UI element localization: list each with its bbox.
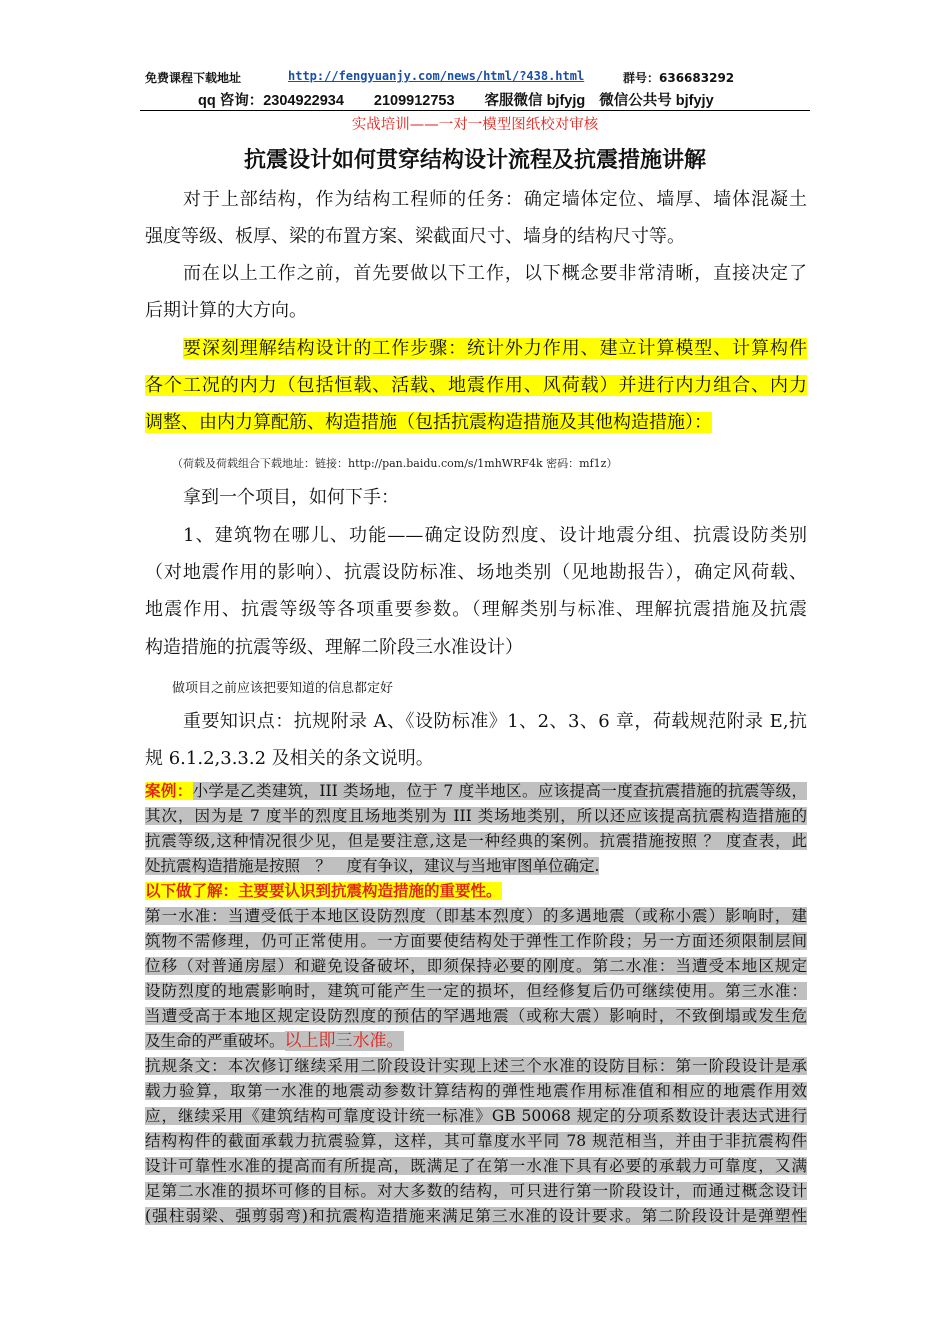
- code-line: [145, 1180, 807, 1203]
- case-label: 案例：: [145, 782, 193, 800]
- case-text: 小学是乙类建筑，III 类场地，位于 7 度半地区。应该提高一度查抗震措施的抗震等级，: [192, 782, 807, 800]
- levels-text: 第一水准：当遭受低于本地区设防烈度（即基本烈度）的多遇地震（或称小震）影响时，建: [145, 907, 807, 925]
- understand-line: [145, 880, 807, 903]
- qq-contact-2: 2109912753: [373, 93, 455, 109]
- code-text: 抗规条文：本次修订继续采用二阶段设计实现上述三个水准的设防目标：第一阶段设计是承: [145, 1057, 807, 1075]
- highlight-line: [145, 374, 807, 398]
- code-line: [145, 1055, 807, 1078]
- small-note: 做项目之前应该把要知道的信息都定好: [172, 681, 394, 696]
- group-number: 群号：636683292: [623, 71, 735, 85]
- case-line: [145, 805, 807, 828]
- code-line: [145, 1130, 807, 1153]
- project-line: （对地震作用的影响）、抗震设防标准、场地类别（见地勘报告），确定风荷载、: [145, 562, 807, 583]
- code-text: 足第二水准的损坏可修的目标。对大多数的结构，可只进行第一阶段设计，而通过概念设计: [145, 1182, 807, 1200]
- course-url-link[interactable]: http://fengyuanjy.com/news/html/?438.html: [288, 69, 585, 83]
- header-line-1: [145, 69, 807, 85]
- levels-text: 位移（对普通房屋）和避免设备破坏，即须保持必要的刚度。第二水准：当遭受本地区规定: [145, 957, 807, 975]
- levels-line: [145, 980, 807, 1003]
- knowledge-line: 重要知识点：抗规附录 A、《设防标准》1、2、3、6 章，荷载规范附录 E,抗: [183, 711, 807, 732]
- body-line: 对于上部结构，作为结构工程师的任务：确定墙体定位、墙厚、墙体混凝土: [183, 189, 807, 210]
- project-line: 拿到一个项目，如何下手：: [183, 487, 399, 508]
- page-title: 抗震设计如何贯穿结构设计流程及抗震措施讲解: [243, 148, 706, 173]
- levels-text: 及生命的严重破坏。: [145, 1032, 285, 1050]
- project-line: 1、建筑物在哪儿、功能——确定设防烈度、设计地震分组、抗震设防类别: [183, 525, 807, 546]
- case-line: [145, 830, 807, 853]
- body-line: 后期计算的大方向。: [145, 300, 307, 321]
- case-text: 抗震等级,这种情况很少见，但是要注意,这是一种经典的案例。抗震措施按照 ？ 度查表，此: [145, 832, 807, 850]
- body-line: 强度等级、板厚、梁的布置方案、梁截面尺寸、墙身的结构尺寸等。: [145, 226, 685, 247]
- code-text: 应，继续采用《建筑结构可靠度设计统一标准》GB 50068 规定的分项系数设计表达式进行: [145, 1107, 807, 1125]
- header-rule: [140, 110, 810, 111]
- case-text: 其次，因为是 7 度半的烈度且场地类别为 III 类场地类别，所以还应该提高抗震构造措施的: [145, 807, 807, 825]
- levels-text: 设防烈度的地震影响时，建筑可能产生一定的损坏，但经修复后仍可继续使用。第三水准：: [145, 982, 807, 1000]
- highlight-text: 调整、由内力算配筋、构造措施（包括抗震构造措施及其他构造措施）：: [145, 412, 712, 433]
- code-text: 结构构件的截面承载力抗震验算，这样，其可靠度水平同 78 规范相当，并由于非抗震构件: [145, 1132, 807, 1150]
- highlight-text: 各个工况的内力（包括恒载、活载、地震作用、风荷载）并进行内力组合、内力: [145, 375, 807, 396]
- levels-text: 当遭受高于本地区规定设防烈度的预估的罕遇地震（或称大震）影响时，不致倒塌或发生危: [145, 1007, 807, 1025]
- download-note: （荷载及荷载组合下载地址：链接：http://pan.baidu.com/s/1mhWRF4k 密码：mf1z）: [172, 457, 618, 470]
- knowledge-line: 规 6.1.2,3.3.2 及相关的条文说明。: [145, 748, 434, 769]
- qq-contact: qq 咨询：2304922934: [198, 93, 344, 109]
- subtitle: 实战培训——一对一模型图纸校对审核: [351, 117, 599, 133]
- public-account: 微信公共号 bjfyjy: [599, 93, 714, 109]
- header-line-2: [198, 89, 744, 110]
- free-course-label: 免费课程下载地址: [145, 71, 242, 85]
- code-line: [145, 1080, 807, 1103]
- code-line: [145, 1105, 807, 1128]
- understand-text: 以下做了解：主要要认识到抗震构造措施的重要性。: [145, 882, 502, 900]
- highlight-text: 要深刻理解结构设计的工作步骤：统计外力作用、建立计算模型、计算构件: [183, 338, 807, 359]
- project-line: 构造措施的抗震等级、理解二阶段三水准设计）: [145, 637, 523, 658]
- case-line: [145, 780, 807, 803]
- levels-line: [145, 930, 807, 953]
- code-line: [145, 1155, 807, 1178]
- case-line: [145, 855, 807, 878]
- levels-line: [145, 1005, 807, 1028]
- levels-line: [145, 1030, 807, 1053]
- code-text: (强柱弱梁、强剪弱弯)和抗震构造措施来满足第三水准的设计要求。第二阶段设计是弹塑性: [145, 1207, 807, 1225]
- levels-line: [145, 955, 807, 978]
- body-line: 而在以上工作之前，首先要做以下工作，以下概念要非常清晰，直接决定了: [183, 263, 807, 284]
- levels-summary: 以上即三水准。: [284, 1031, 404, 1051]
- levels-line: [145, 905, 807, 928]
- code-text: 载力验算，取第一水准的地震动参数计算结构的弹性地震作用标准值和相应的地震作用效: [145, 1082, 807, 1100]
- service-wechat: 客服微信 bjfyjg: [484, 93, 586, 109]
- project-line: 地震作用、抗震等级等各项重要参数。（理解类别与标准、理解抗震措施及抗震: [145, 599, 807, 620]
- highlight-line: [145, 411, 807, 435]
- highlight-line: [183, 337, 807, 361]
- code-line: [145, 1205, 807, 1228]
- code-text: 设计可靠性水准的提高而有所提高，既满足了在第一水准下具有必要的承载力可靠度，又满: [145, 1157, 807, 1175]
- case-text: 处抗震构造措施是按照 ？ 度有争议，建议与当地审图单位确定.: [145, 857, 600, 875]
- levels-text: 筑物不需修理，仍可正常使用。一方面要使结构处于弹性工作阶段；另一方面还须限制层间: [145, 932, 807, 950]
